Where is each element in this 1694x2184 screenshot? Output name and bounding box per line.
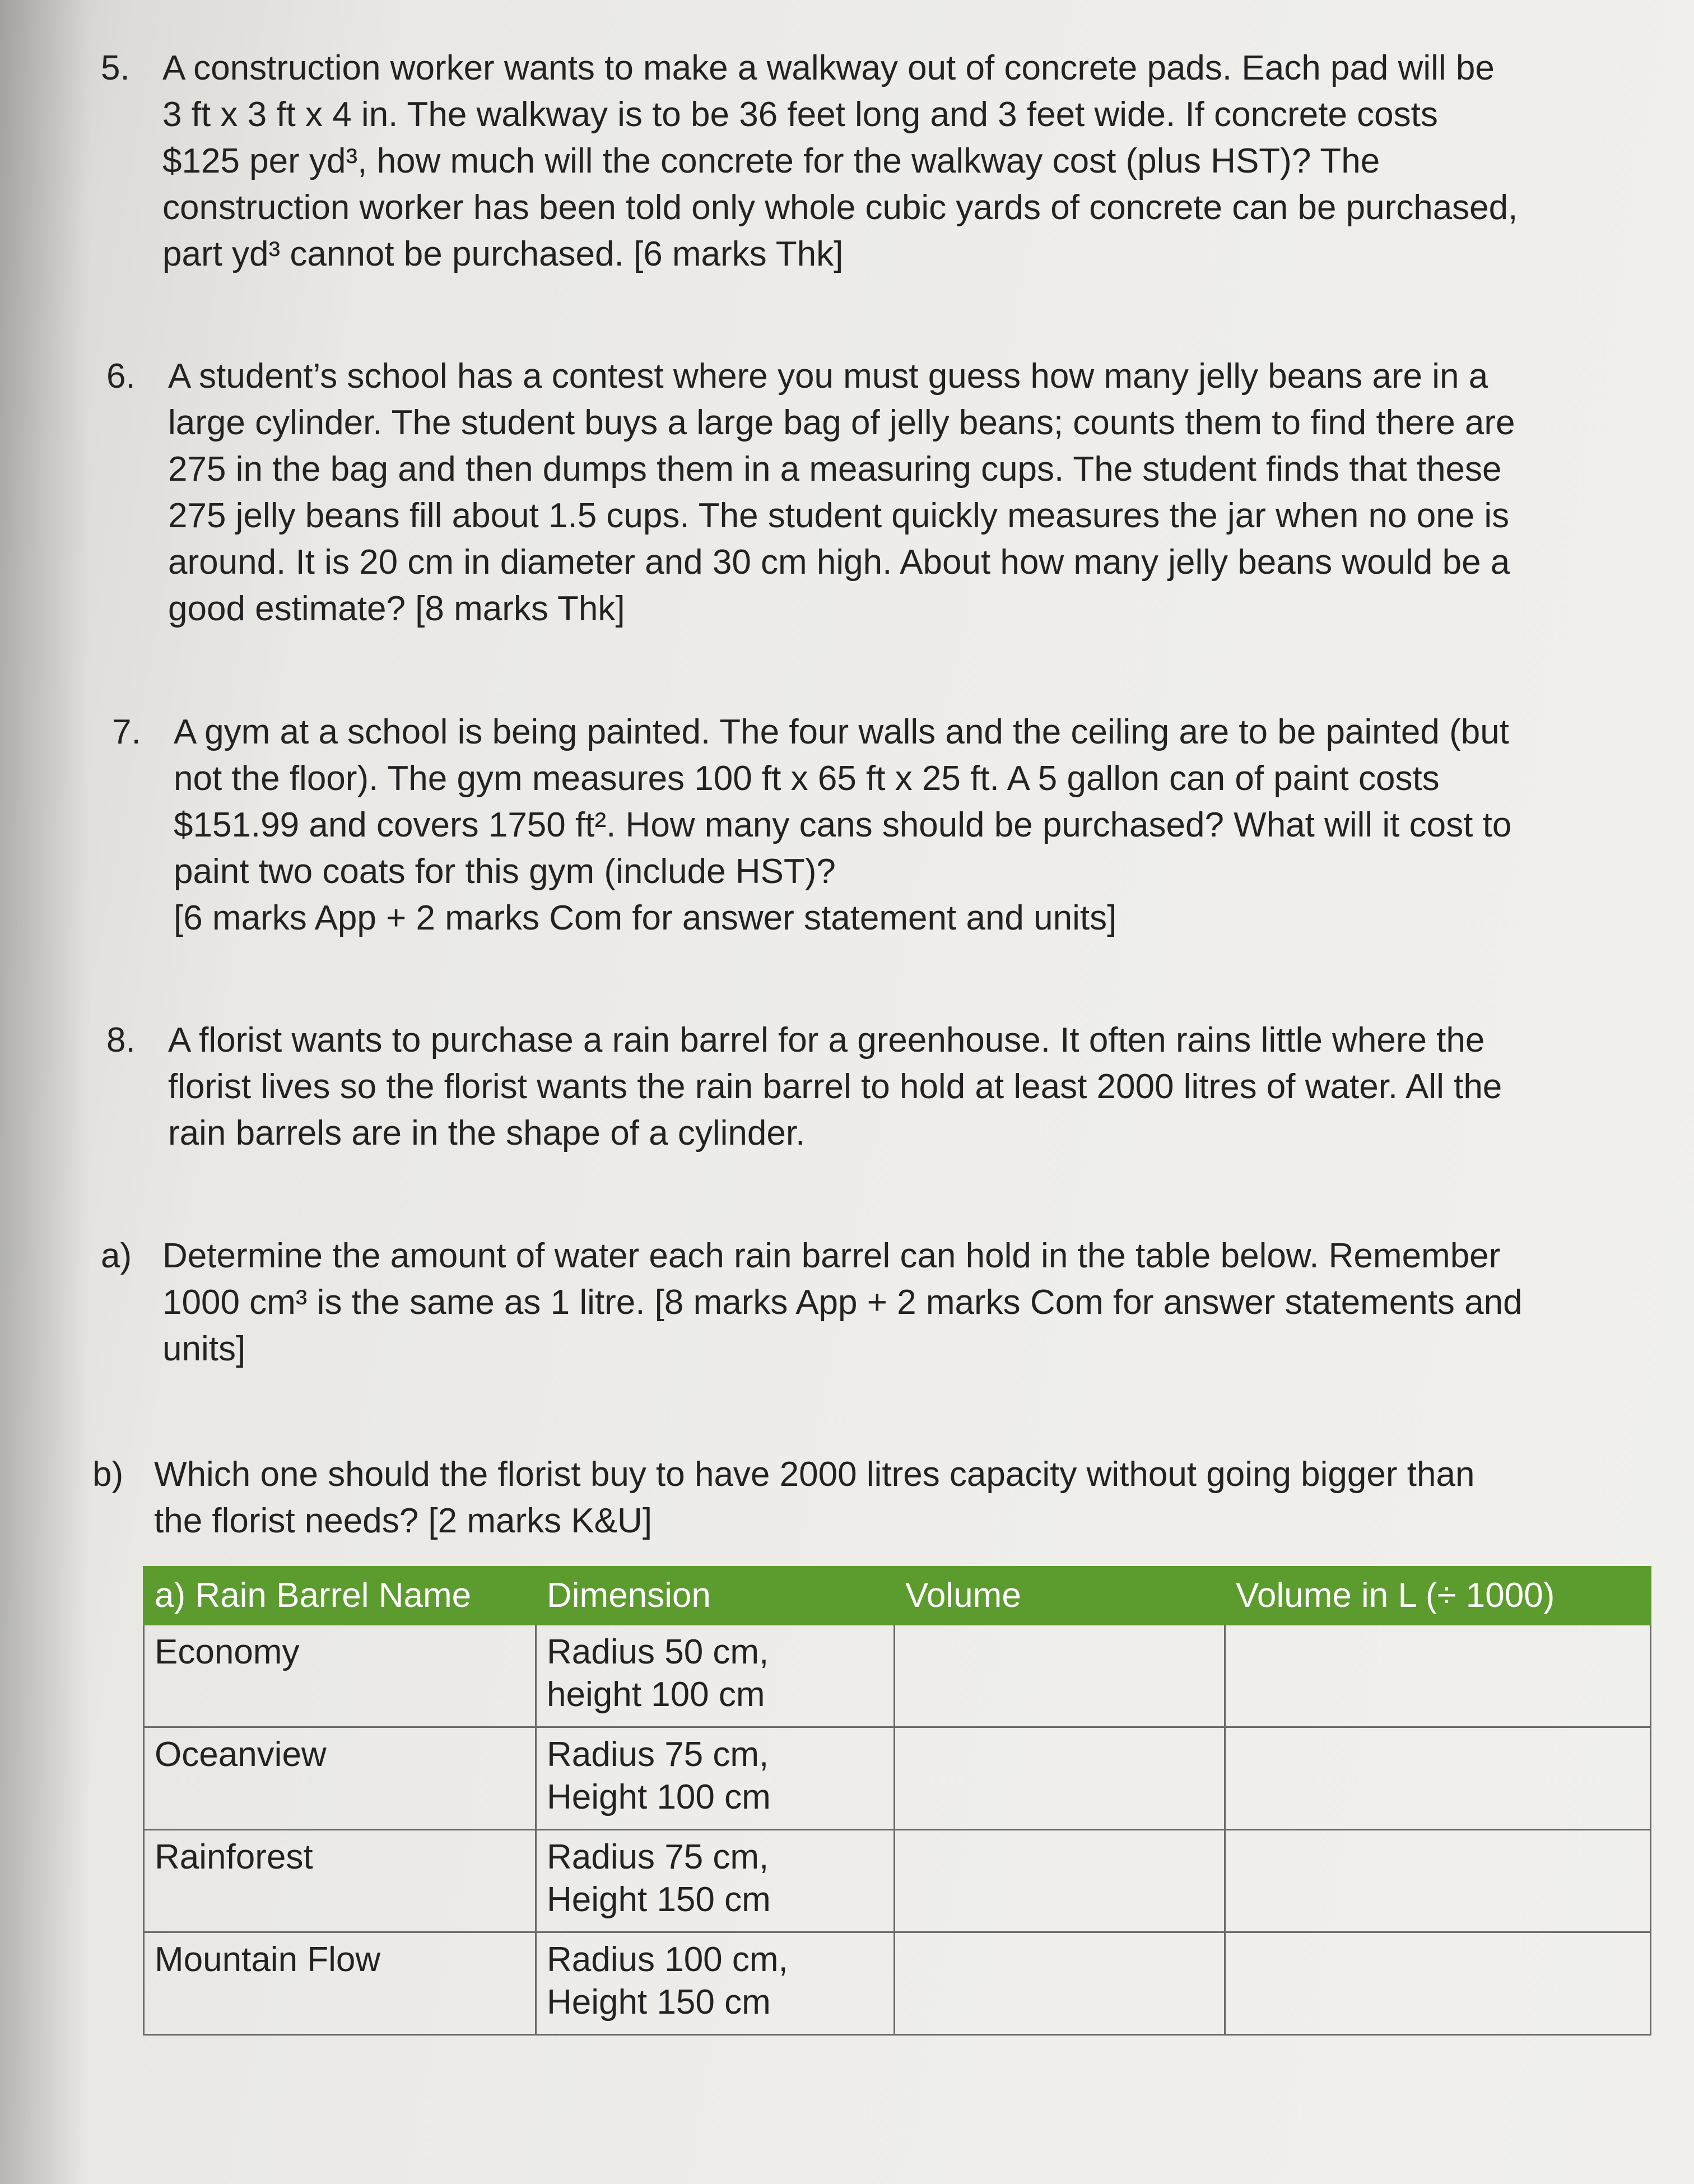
question-6 — [106, 353, 1619, 632]
question-line: A student’s school has a contest where you must guess how many jelly beans are in a — [168, 357, 1488, 396]
dimension-cell — [536, 1932, 895, 2035]
dimension-radius: Radius 50 cm, — [547, 1633, 769, 1671]
question-line: $125 per yd³, how much will the concrete for the walkway cost (plus HST)? The — [162, 142, 1380, 180]
question-7 — [112, 709, 1625, 941]
question-line: $151.99 and covers 1750 ft². How many cans should be purchased? What will it cost to — [174, 806, 1512, 844]
question-line: Determine the amount of water each rain barrel can hold in the table below. Remember — [162, 1237, 1501, 1275]
question-8a — [101, 1233, 1613, 1372]
dimension-height: Height 150 cm — [547, 1983, 771, 2022]
question-number: 5. — [101, 49, 130, 87]
question-line: paint two coats for this gym (include HST)? — [174, 852, 836, 891]
question-text — [162, 45, 1613, 277]
rain-barrel-table — [143, 1566, 1651, 2036]
table-row — [144, 1625, 1651, 1727]
volume-litres-cell — [1225, 1727, 1651, 1830]
question-text — [174, 709, 1625, 941]
question-number: 6. — [106, 357, 136, 396]
question-line: 275 jelly beans fill about 1.5 cups. The student quickly measures the jar when no one is — [168, 496, 1510, 535]
dimension-cell — [536, 1727, 895, 1830]
question-line: florist lives so the florist wants the rain barrel to hold at least 2000 litres of water. All the — [168, 1067, 1502, 1106]
question-text — [168, 1017, 1619, 1156]
question-line: part yd³ cannot be purchased. [6 marks Thk] — [162, 235, 844, 273]
page-edge-shadow — [0, 0, 90, 2184]
volume-cell — [895, 1932, 1225, 2035]
question-line: the florist needs? [2 marks K&U] — [154, 1502, 653, 1540]
question-line: Which one should the florist buy to have 2000 litres capacity without going bigger than — [154, 1455, 1475, 1494]
question-line: [6 marks App + 2 marks Com for answer statement and units] — [174, 899, 1117, 937]
volume-cell — [895, 1625, 1225, 1727]
question-line: not the floor). The gym measures 100 ft x 65 ft x 25 ft. A 5 gallon can of paint costs — [174, 759, 1440, 798]
dimension-height: Height 150 cm — [547, 1880, 771, 1919]
header-rain-barrel-name: a) Rain Barrel Name — [144, 1567, 536, 1625]
table-header-row — [144, 1567, 1651, 1625]
question-8 — [106, 1017, 1619, 1156]
table-row — [144, 1830, 1651, 1932]
barrel-name-cell: Economy — [144, 1625, 536, 1727]
barrel-name-cell: Mountain Flow — [144, 1932, 536, 2035]
header-volume-litres: Volume in L (÷ 1000) — [1225, 1567, 1651, 1625]
question-line: units] — [162, 1330, 246, 1368]
barrel-name-cell: Oceanview — [144, 1727, 536, 1830]
question-line: good estimate? [8 marks Thk] — [168, 589, 625, 628]
header-volume: Volume — [895, 1567, 1225, 1625]
question-text — [162, 1233, 1613, 1372]
dimension-cell — [536, 1625, 895, 1727]
question-line: A gym at a school is being painted. The four walls and the ceiling are to be painted (but — [174, 713, 1509, 751]
header-dimension: Dimension — [536, 1567, 895, 1625]
question-8b — [92, 1451, 1605, 1544]
question-line: 3 ft x 3 ft x 4 in. The walkway is to be 36 feet long and 3 feet wide. If concrete costs — [162, 95, 1438, 134]
dimension-radius: Radius 75 cm, — [547, 1735, 769, 1774]
question-line: 1000 cm³ is the same as 1 litre. [8 marks App + 2 marks Com for answer statements and — [162, 1283, 1523, 1322]
dimension-height: height 100 cm — [547, 1675, 765, 1714]
barrel-name-cell: Rainforest — [144, 1830, 536, 1932]
question-line: rain barrels are in the shape of a cylinder. — [168, 1114, 806, 1153]
question-5 — [101, 45, 1613, 277]
table-row — [144, 1932, 1651, 2035]
question-line: construction worker has been told only whole cubic yards of concrete can be purchased, — [162, 188, 1518, 227]
volume-litres-cell — [1225, 1830, 1651, 1932]
volume-litres-cell — [1225, 1932, 1651, 2035]
question-line: around. It is 20 cm in diameter and 30 cm high. About how many jelly beans would be a — [168, 543, 1510, 582]
volume-cell — [895, 1727, 1225, 1830]
question-number: a) — [101, 1237, 132, 1275]
table-row — [144, 1727, 1651, 1830]
question-text — [168, 353, 1619, 632]
question-line: A construction worker wants to make a walkway out of concrete pads. Each pad will be — [162, 49, 1495, 87]
question-line: A florist wants to purchase a rain barrel for a greenhouse. It often rains little where the — [168, 1021, 1485, 1060]
question-text — [154, 1451, 1605, 1544]
question-line: large cylinder. The student buys a large bag of jelly beans; counts them to find there are — [168, 403, 1515, 442]
question-line: 275 in the bag and then dumps them in a measuring cups. The student finds that these — [168, 450, 1502, 489]
dimension-radius: Radius 75 cm, — [547, 1838, 769, 1876]
question-number: 7. — [112, 713, 141, 751]
volume-cell — [895, 1830, 1225, 1932]
dimension-cell — [536, 1830, 895, 1932]
dimension-height: Height 100 cm — [547, 1778, 771, 1816]
question-number: 8. — [106, 1021, 136, 1060]
dimension-radius: Radius 100 cm, — [547, 1940, 788, 1979]
volume-litres-cell — [1225, 1625, 1651, 1727]
question-number: b) — [92, 1455, 124, 1494]
